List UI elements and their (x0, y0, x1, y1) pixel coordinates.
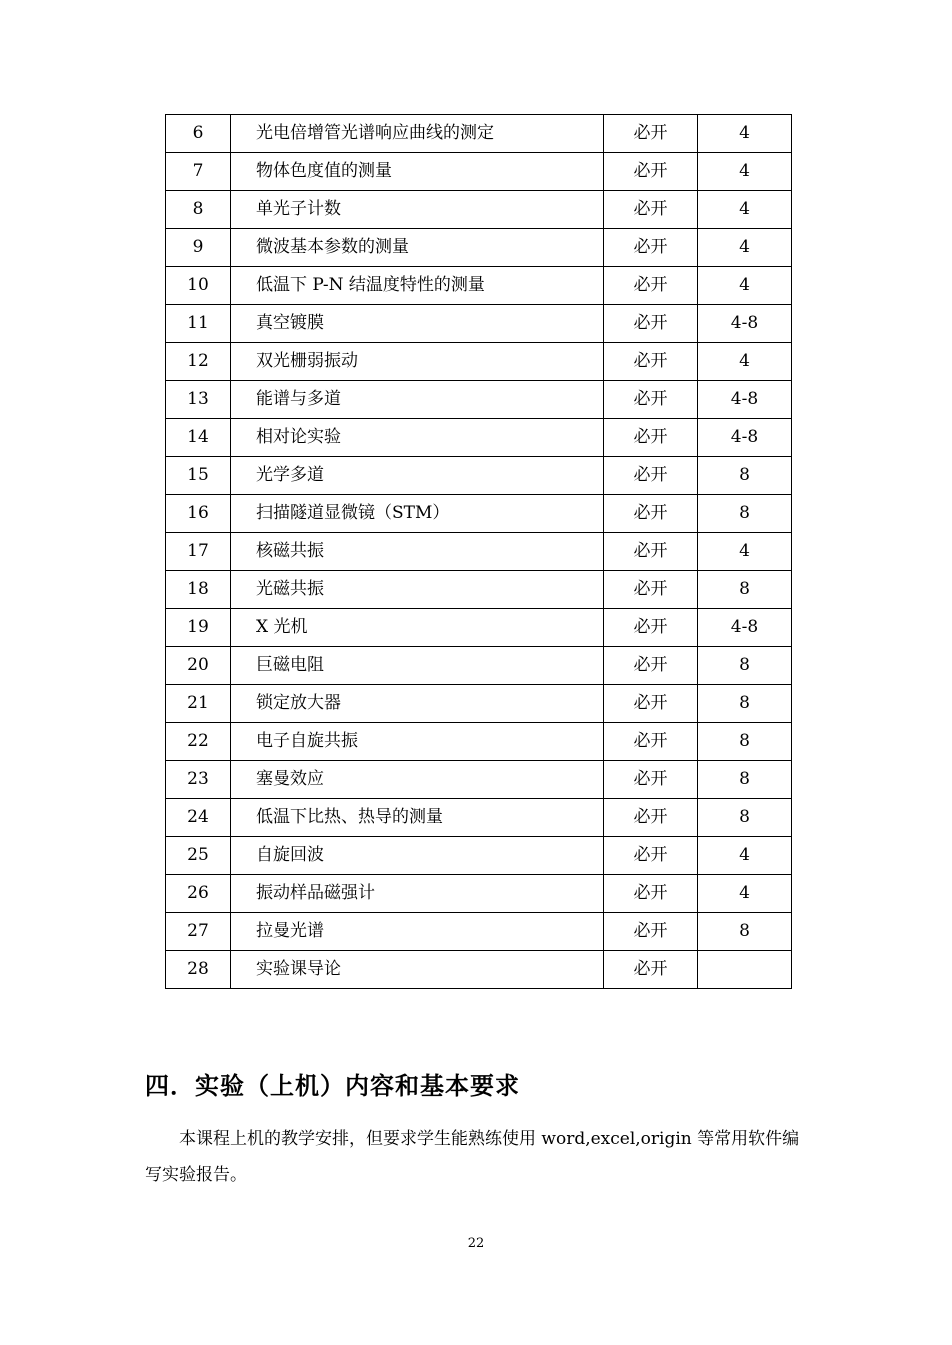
table-row (166, 533, 792, 571)
experiment-name: 光磁共振 (231, 571, 604, 609)
course-type: 必开 (604, 837, 698, 875)
row-number: 15 (166, 457, 231, 495)
course-type: 必开 (604, 951, 698, 989)
table-row (166, 495, 792, 533)
table-row (166, 115, 792, 153)
experiment-name: 电子自旋共振 (231, 723, 604, 761)
table-row (166, 381, 792, 419)
course-type: 必开 (604, 571, 698, 609)
table-row (166, 875, 792, 913)
row-number: 11 (166, 305, 231, 343)
class-hours: 4 (698, 343, 792, 381)
experiment-name: 物体色度值的测量 (231, 153, 604, 191)
table-row (166, 761, 792, 799)
row-number: 6 (166, 115, 231, 153)
experiment-table-body (166, 115, 792, 989)
row-number: 21 (166, 685, 231, 723)
course-type: 必开 (604, 913, 698, 951)
course-type: 必开 (604, 305, 698, 343)
course-type: 必开 (604, 495, 698, 533)
class-hours: 4-8 (698, 609, 792, 647)
table-row (166, 229, 792, 267)
class-hours: 8 (698, 799, 792, 837)
row-number: 19 (166, 609, 231, 647)
row-number: 17 (166, 533, 231, 571)
row-number: 16 (166, 495, 231, 533)
experiment-name: 核磁共振 (231, 533, 604, 571)
experiment-name: 光学多道 (231, 457, 604, 495)
experiment-name: 微波基本参数的测量 (231, 229, 604, 267)
row-number: 18 (166, 571, 231, 609)
row-number: 10 (166, 267, 231, 305)
course-type: 必开 (604, 761, 698, 799)
row-number: 22 (166, 723, 231, 761)
experiment-name: 实验课导论 (231, 951, 604, 989)
experiment-name: 单光子计数 (231, 191, 604, 229)
experiment-name: 塞曼效应 (231, 761, 604, 799)
table-row (166, 191, 792, 229)
course-type: 必开 (604, 115, 698, 153)
experiment-name: 光电倍增管光谱响应曲线的测定 (231, 115, 604, 153)
course-type: 必开 (604, 381, 698, 419)
table-row (166, 837, 792, 875)
experiment-table (165, 114, 792, 989)
row-number: 27 (166, 913, 231, 951)
class-hours: 4 (698, 267, 792, 305)
class-hours (698, 951, 792, 989)
course-type: 必开 (604, 457, 698, 495)
course-type: 必开 (604, 875, 698, 913)
experiment-name: 振动样品磁强计 (231, 875, 604, 913)
table-row (166, 723, 792, 761)
course-type: 必开 (604, 343, 698, 381)
table-row (166, 343, 792, 381)
row-number: 8 (166, 191, 231, 229)
course-type: 必开 (604, 419, 698, 457)
class-hours: 4-8 (698, 381, 792, 419)
experiment-name: 真空镀膜 (231, 305, 604, 343)
table-row (166, 609, 792, 647)
table-row (166, 457, 792, 495)
section-heading: 四．实验（上机）内容和基本要求 (145, 1072, 520, 1100)
row-number: 28 (166, 951, 231, 989)
experiment-name: 低温下 P-N 结温度特性的测量 (231, 267, 604, 305)
course-type: 必开 (604, 685, 698, 723)
class-hours: 4-8 (698, 305, 792, 343)
class-hours: 8 (698, 647, 792, 685)
course-type: 必开 (604, 191, 698, 229)
row-number: 7 (166, 153, 231, 191)
course-type: 必开 (604, 723, 698, 761)
class-hours: 4 (698, 875, 792, 913)
class-hours: 8 (698, 761, 792, 799)
class-hours: 8 (698, 913, 792, 951)
row-number: 9 (166, 229, 231, 267)
course-type: 必开 (604, 647, 698, 685)
table-row (166, 913, 792, 951)
experiment-name: 巨磁电阻 (231, 647, 604, 685)
section-paragraph: 本课程上机的教学安排，但要求学生能熟练使用 word,excel,origin 等常用软件编写实验报告。 (145, 1129, 800, 1185)
course-type: 必开 (604, 153, 698, 191)
table-row (166, 951, 792, 989)
experiment-name: 能谱与多道 (231, 381, 604, 419)
class-hours: 8 (698, 495, 792, 533)
course-type: 必开 (604, 267, 698, 305)
class-hours: 4-8 (698, 419, 792, 457)
table-row (166, 419, 792, 457)
class-hours: 8 (698, 723, 792, 761)
row-number: 14 (166, 419, 231, 457)
class-hours: 8 (698, 571, 792, 609)
course-type: 必开 (604, 229, 698, 267)
class-hours: 4 (698, 191, 792, 229)
table-row (166, 571, 792, 609)
class-hours: 4 (698, 837, 792, 875)
class-hours: 8 (698, 457, 792, 495)
course-type: 必开 (604, 533, 698, 571)
class-hours: 4 (698, 115, 792, 153)
table-row (166, 267, 792, 305)
row-number: 24 (166, 799, 231, 837)
page-number: 22 (467, 1236, 485, 1251)
course-type: 必开 (604, 609, 698, 647)
class-hours: 4 (698, 153, 792, 191)
experiment-name: 低温下比热、热导的测量 (231, 799, 604, 837)
table-row (166, 685, 792, 723)
row-number: 25 (166, 837, 231, 875)
table-row (166, 647, 792, 685)
experiment-name: 相对论实验 (231, 419, 604, 457)
experiment-name: X 光机 (231, 609, 604, 647)
class-hours: 8 (698, 685, 792, 723)
table-row (166, 153, 792, 191)
class-hours: 4 (698, 533, 792, 571)
class-hours: 4 (698, 229, 792, 267)
experiment-name: 双光栅弱振动 (231, 343, 604, 381)
experiment-name: 拉曼光谱 (231, 913, 604, 951)
row-number: 26 (166, 875, 231, 913)
row-number: 20 (166, 647, 231, 685)
table-row (166, 305, 792, 343)
experiment-name: 自旋回波 (231, 837, 604, 875)
course-type: 必开 (604, 799, 698, 837)
experiment-name: 锁定放大器 (231, 685, 604, 723)
row-number: 13 (166, 381, 231, 419)
row-number: 23 (166, 761, 231, 799)
experiment-name: 扫描隧道显微镜（STM） (231, 495, 604, 533)
table-row (166, 799, 792, 837)
row-number: 12 (166, 343, 231, 381)
